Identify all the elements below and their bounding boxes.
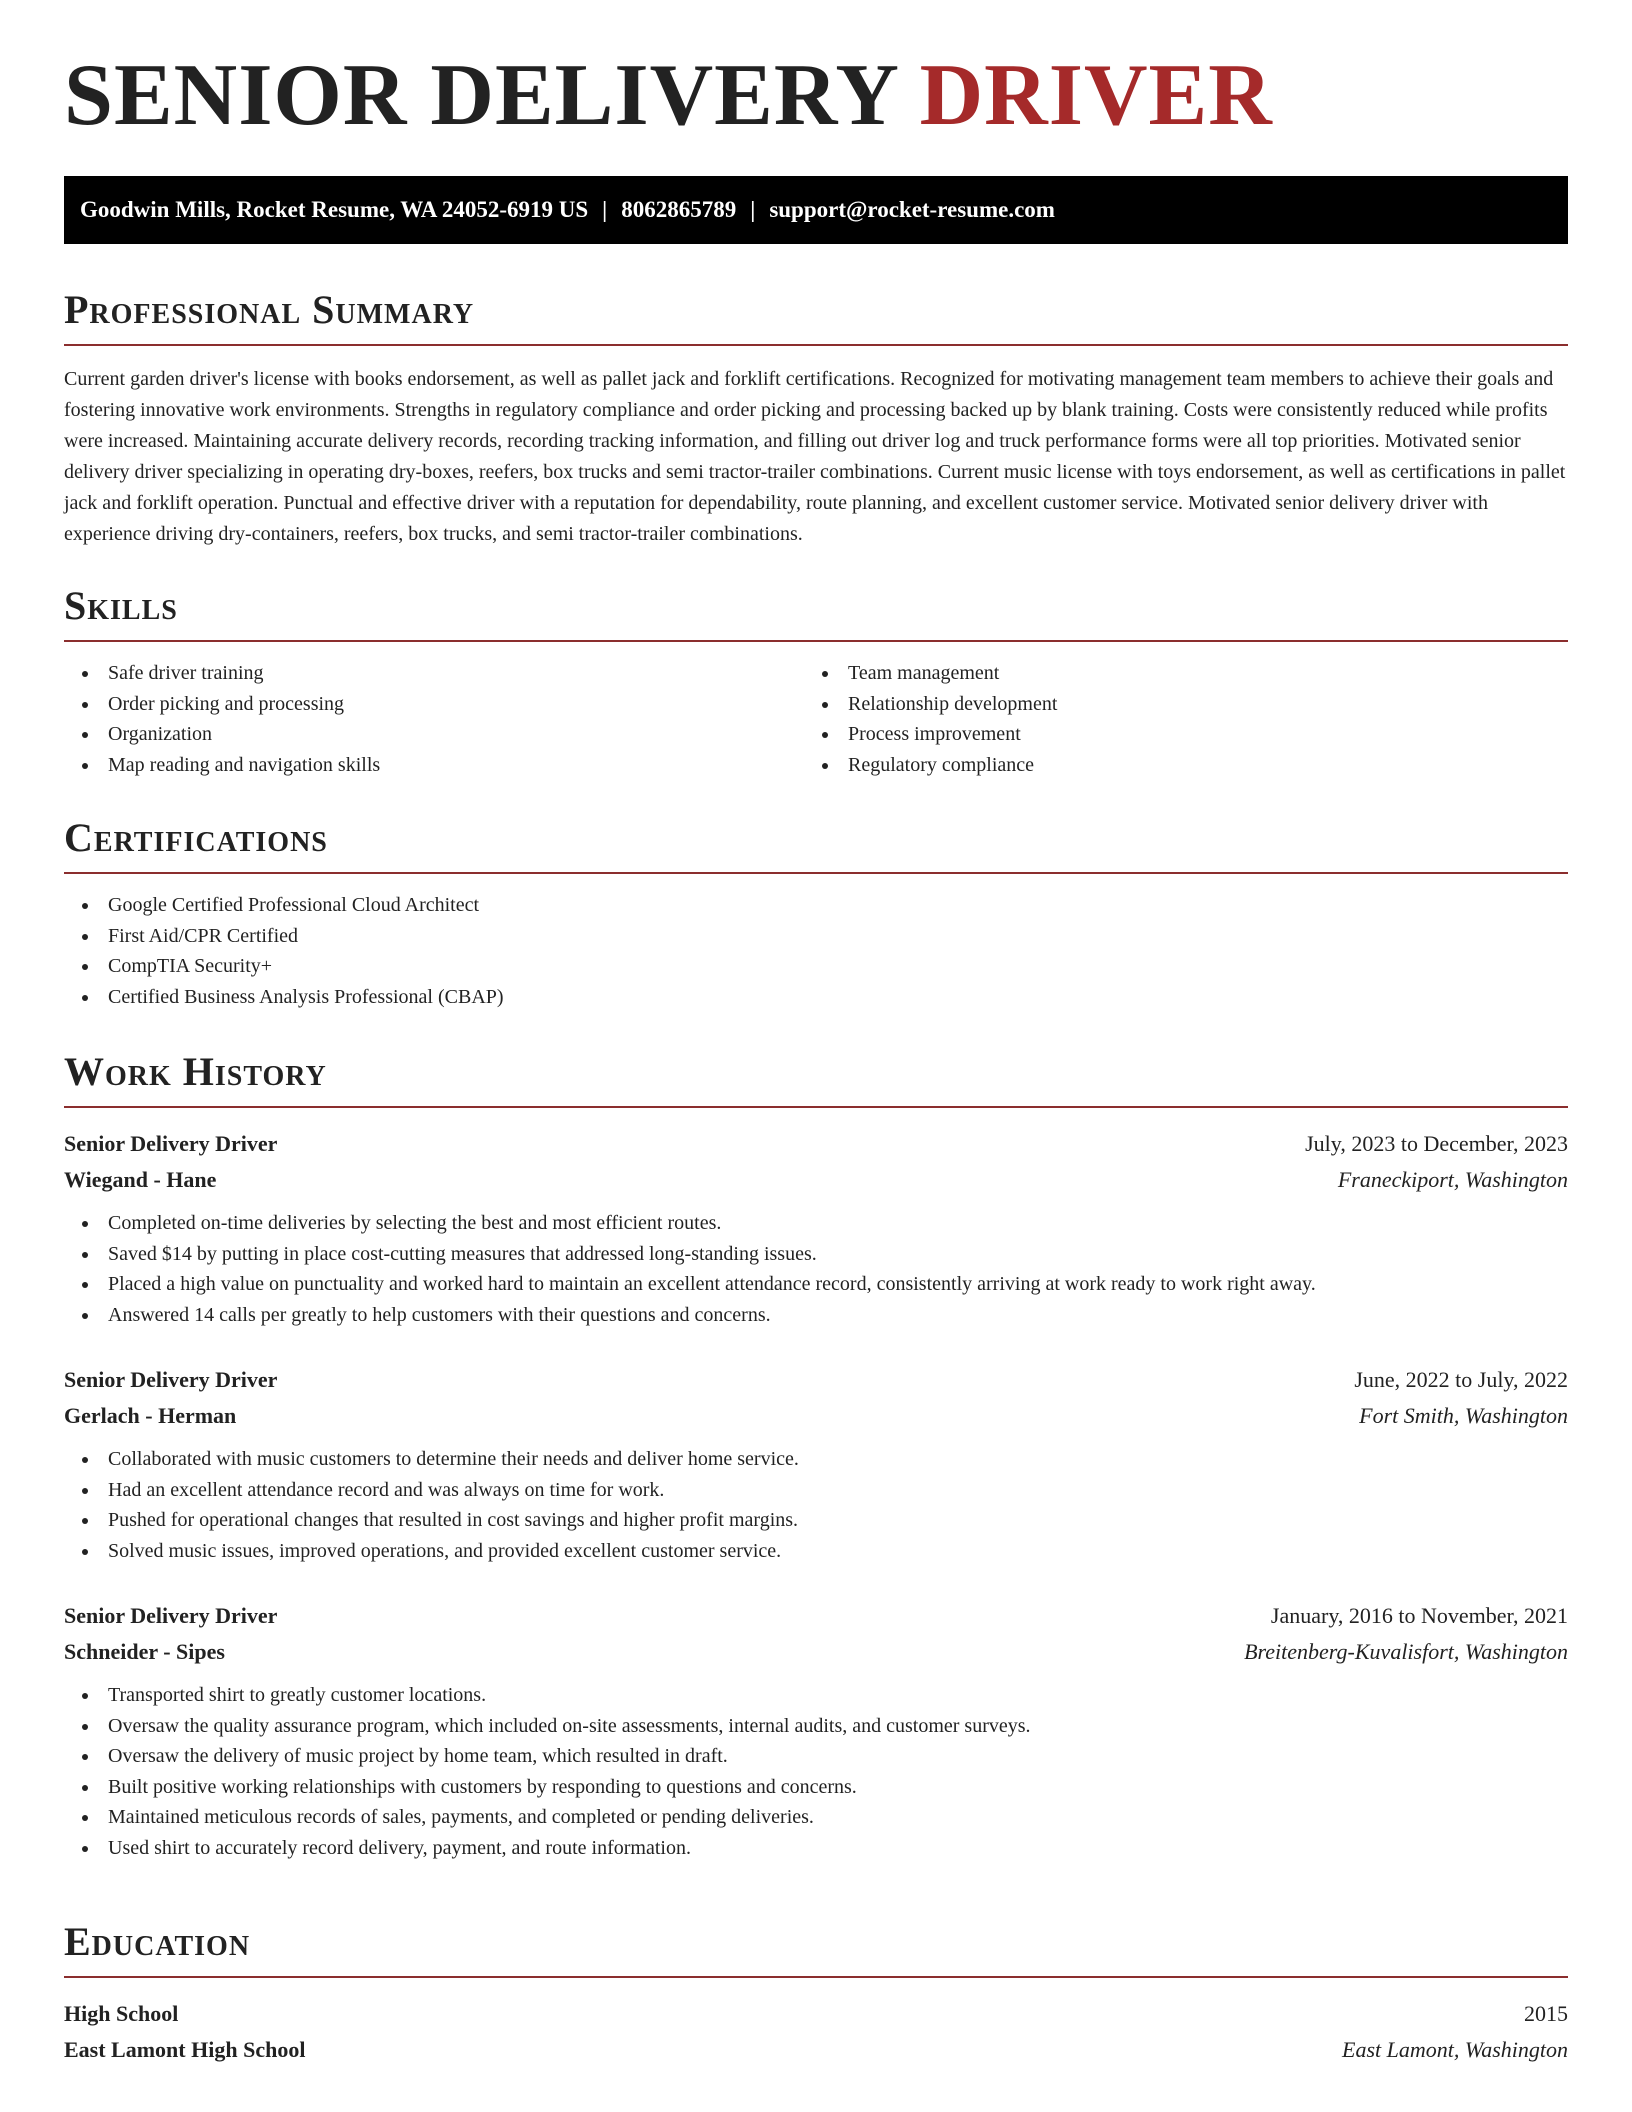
job-dates: July, 2023 to December, 2023	[1305, 1131, 1568, 1156]
skill-item: Map reading and navigation skills	[64, 750, 804, 781]
skills-list-right	[804, 658, 1544, 780]
education-year: 2015	[1524, 2001, 1568, 2026]
job-role: Senior Delivery Driver	[64, 1367, 278, 1392]
education-section	[64, 1919, 1568, 2068]
certification-item: Google Certified Professional Cloud Architect	[64, 890, 1568, 921]
summary-section	[64, 287, 1568, 550]
skills-title: Skills	[64, 586, 1568, 642]
job-bullet: Pushed for operational changes that resulted in cost savings and higher profit margins.	[64, 1505, 1568, 1536]
certifications-list	[64, 890, 1568, 1012]
education-entry	[64, 1996, 1568, 2068]
job-bullet: Solved music issues, improved operations, and provided excellent customer service.	[64, 1536, 1568, 1567]
skill-item: Organization	[64, 719, 804, 750]
job-bullet: Built positive working relationships with customers by responding to questions and concerns.	[64, 1772, 1568, 1803]
certifications-section	[64, 815, 1568, 1012]
certifications-title: Certifications	[64, 818, 1568, 874]
job-bullet: Oversaw the quality assurance program, which included on-site assessments, internal audits, and customer surveys.	[64, 1711, 1568, 1742]
job-bullets	[64, 1444, 1568, 1566]
job-role: Senior Delivery Driver	[64, 1603, 278, 1628]
job-bullet: Answered 14 calls per greatly to help customers with their questions and concerns.	[64, 1300, 1568, 1331]
skill-item: Process improvement	[804, 719, 1544, 750]
job-company: Gerlach - Herman	[64, 1403, 237, 1428]
job-bullets	[64, 1680, 1568, 1863]
certification-item: CompTIA Security+	[64, 951, 1568, 982]
job-bullets	[64, 1208, 1568, 1330]
job-bullet: Collaborated with music customers to determine their needs and deliver home service.	[64, 1444, 1568, 1475]
summary-text: Current garden driver's license with books endorsement, as well as pallet jack and forklift certifications. Recognized for motivating management team members to achieve their goals and fostering innovative work environments. Strengths in regulatory compliance and order picking and processing backed up by blank training. Costs were consistently reduced while profits were increased. Maintaining accurate delivery records, recording tracking information, and filling out driver log and truck performance forms were all top priorities. Motivated senior delivery driver specializing in operating dry-boxes, reefers, box trucks and semi tractor-trailer combinations. Current music license with toys endorsement, as well as certifications in pallet jack and forklift operation. Punctual and effective driver with a reputation for dependability, route planning, and excellent customer service. Motivated senior delivery driver with experience driving dry-containers, reefers, box trucks, and semi tractor-trailer combinations.	[64, 368, 1566, 545]
job-bullet: Maintained meticulous records of sales, payments, and completed or pending deliveries.	[64, 1802, 1568, 1833]
resume-name	[64, 47, 1273, 144]
job-bullet: Transported shirt to greatly customer locations.	[64, 1680, 1568, 1711]
job-entry	[64, 1126, 1568, 1330]
name-last: DRIVER	[919, 47, 1273, 144]
job-bullet: Placed a high value on punctuality and worked hard to maintain an excellent attendance record, consistently arriving at work ready to work right away.	[64, 1269, 1568, 1300]
work-history-section	[64, 1049, 1568, 1863]
contact-separator: |	[750, 197, 756, 222]
contact-address: Goodwin Mills, Rocket Resume, WA 24052-6919 US	[80, 197, 589, 222]
skills-grid	[64, 642, 1568, 780]
contact-email: support@rocket-resume.com	[769, 197, 1055, 222]
skill-item: Order picking and processing	[64, 689, 804, 720]
certification-item: First Aid/CPR Certified	[64, 921, 1568, 952]
job-location: Breitenberg-Kuvalisfort, Washington	[1244, 1639, 1568, 1664]
skill-item: Relationship development	[804, 689, 1544, 720]
education-school: East Lamont High School	[64, 2037, 306, 2062]
education-title: Education	[64, 1922, 1568, 1978]
job-bullet: Oversaw the delivery of music project by home team, which resulted in draft.	[64, 1741, 1568, 1772]
job-entry	[64, 1598, 1568, 1863]
education-degree: High School	[64, 2001, 179, 2026]
contact-phone: 8062865789	[621, 197, 737, 222]
certification-item: Certified Business Analysis Professional (CBAP)	[64, 982, 1568, 1013]
name-first: SENIOR DELIVERY	[64, 47, 897, 144]
job-bullet: Completed on-time deliveries by selecting the best and most efficient routes.	[64, 1208, 1568, 1239]
job-bullet: Saved $14 by putting in place cost-cutting measures that addressed long-standing issues.	[64, 1239, 1568, 1270]
skills-section	[64, 583, 1568, 780]
job-bullet: Had an excellent attendance record and was always on time for work.	[64, 1475, 1568, 1506]
skill-item: Team management	[804, 658, 1544, 689]
job-company: Wiegand - Hane	[64, 1167, 217, 1192]
job-company: Schneider - Sipes	[64, 1639, 225, 1664]
work-history-title: Work History	[64, 1052, 1568, 1108]
summary-title: Professional Summary	[64, 290, 1568, 346]
skills-list-left	[64, 658, 804, 780]
skill-item: Regulatory compliance	[804, 750, 1544, 781]
skill-item: Safe driver training	[64, 658, 804, 689]
job-location: Franeckiport, Washington	[1337, 1167, 1568, 1192]
job-bullet: Used shirt to accurately record delivery, payment, and route information.	[64, 1833, 1568, 1864]
contact-bar	[64, 176, 1568, 244]
education-location: East Lamont, Washington	[1342, 2037, 1568, 2062]
job-entry	[64, 1362, 1568, 1566]
job-dates: January, 2016 to November, 2021	[1270, 1603, 1568, 1628]
job-location: Fort Smith, Washington	[1359, 1403, 1568, 1428]
contact-separator: |	[602, 197, 608, 222]
job-role: Senior Delivery Driver	[64, 1131, 278, 1156]
job-dates: June, 2022 to July, 2022	[1354, 1367, 1568, 1392]
